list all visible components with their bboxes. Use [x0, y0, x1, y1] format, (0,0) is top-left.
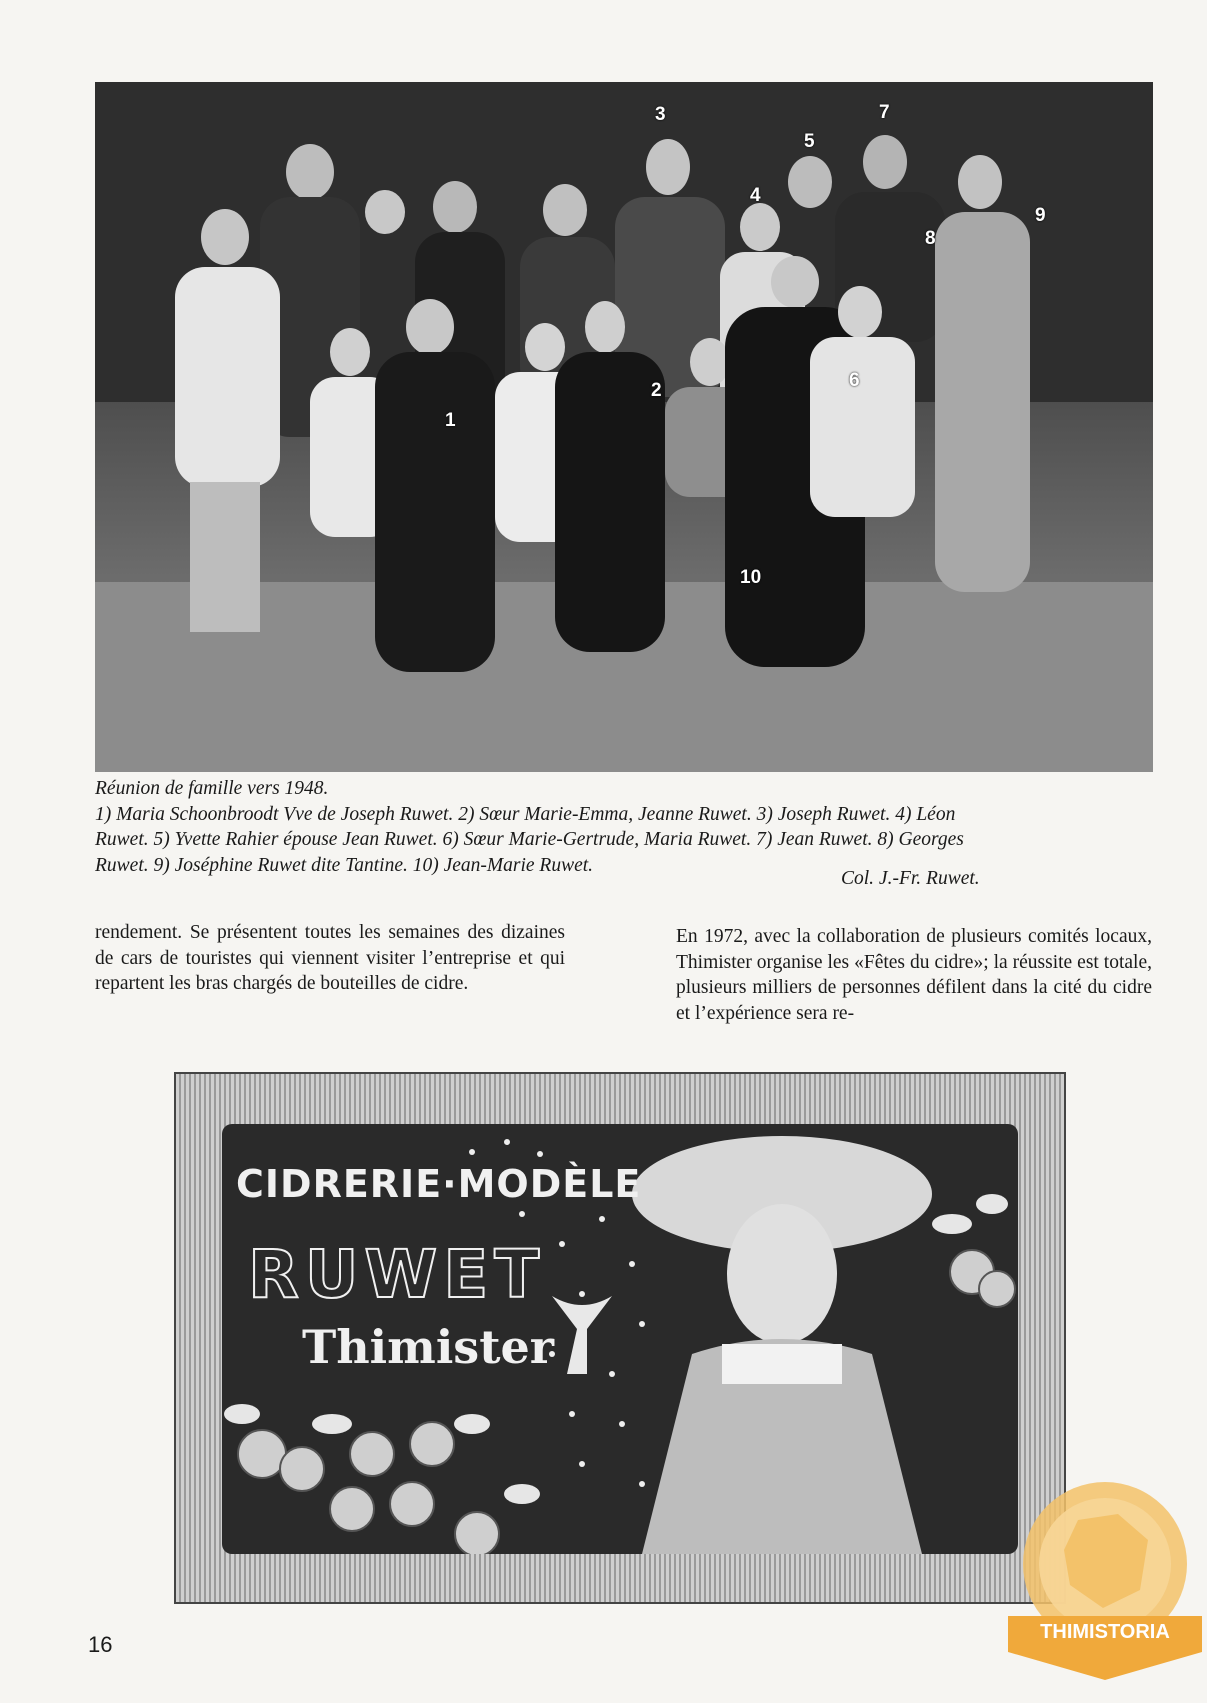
photo-number-3: 3 [655, 104, 666, 125]
photo-number-6: 6 [849, 370, 860, 391]
photo-number-1: 1 [445, 410, 456, 431]
thimistoria-logo [1008, 1480, 1202, 1692]
caption-line-2: Ruwet. 5) Yvette Rahier épouse Jean Ruwet. 6) Sœur Marie-Gertrude, Maria Ruwet. 7) Jean Ruwet. 8) Georges [95, 829, 964, 850]
photo-number-8: 8 [925, 228, 936, 249]
thimistoria-logo-graphic [1008, 1480, 1202, 1692]
photo-caption [95, 776, 1115, 878]
cider-label-panel [222, 1124, 1018, 1554]
photo-number-9: 9 [1035, 205, 1046, 226]
cider-label-image [174, 1072, 1066, 1604]
thimistoria-logo-text: THIMISTORIA [1040, 1621, 1170, 1643]
photo-number-10: 10 [740, 567, 762, 588]
body-right-column: En 1972, avec la collaboration de plusieurs comités locaux, Thimister organise les «Fêtes du cidre»; la réussite est totale, plusieurs milliers de personnes défilent dans la cité du cidre et l’expérience sera re- [676, 926, 1152, 1024]
caption-line-1: 1) Maria Schoonbroodt Vve de Joseph Ruwet. 2) Sœur Marie-Emma, Jeanne Ruwet. 3) Joseph Ruwet. 4) Léon [95, 803, 956, 825]
photo-credit: Col. J.-Fr. Ruwet. [841, 868, 980, 889]
body-left-column: rendement. Se présentent toutes les semaines des dizaines de cars de touristes qui viennent visiter l’entreprise et qui repartent les bras chargés de bouteilles de cidre. [95, 922, 565, 994]
photo-number-4: 4 [750, 185, 761, 206]
page-number: 16 [88, 1632, 113, 1657]
label-title: CIDRERIE·MODÈLE [236, 1162, 642, 1206]
label-brand: RUWET [248, 1236, 546, 1313]
caption-title: Réunion de famille vers 1948. [95, 778, 329, 799]
label-place: Thimister [302, 1320, 554, 1374]
photo-number-2: 2 [651, 380, 662, 401]
family-photo [95, 82, 1153, 772]
caption-line-3: Ruwet. 9) Joséphine Ruwet dite Tantine. 10) Jean-Marie Ruwet. [95, 854, 594, 876]
photo-number-7: 7 [879, 102, 890, 123]
family-photo-figures [95, 82, 1153, 772]
photo-number-5: 5 [804, 131, 815, 152]
